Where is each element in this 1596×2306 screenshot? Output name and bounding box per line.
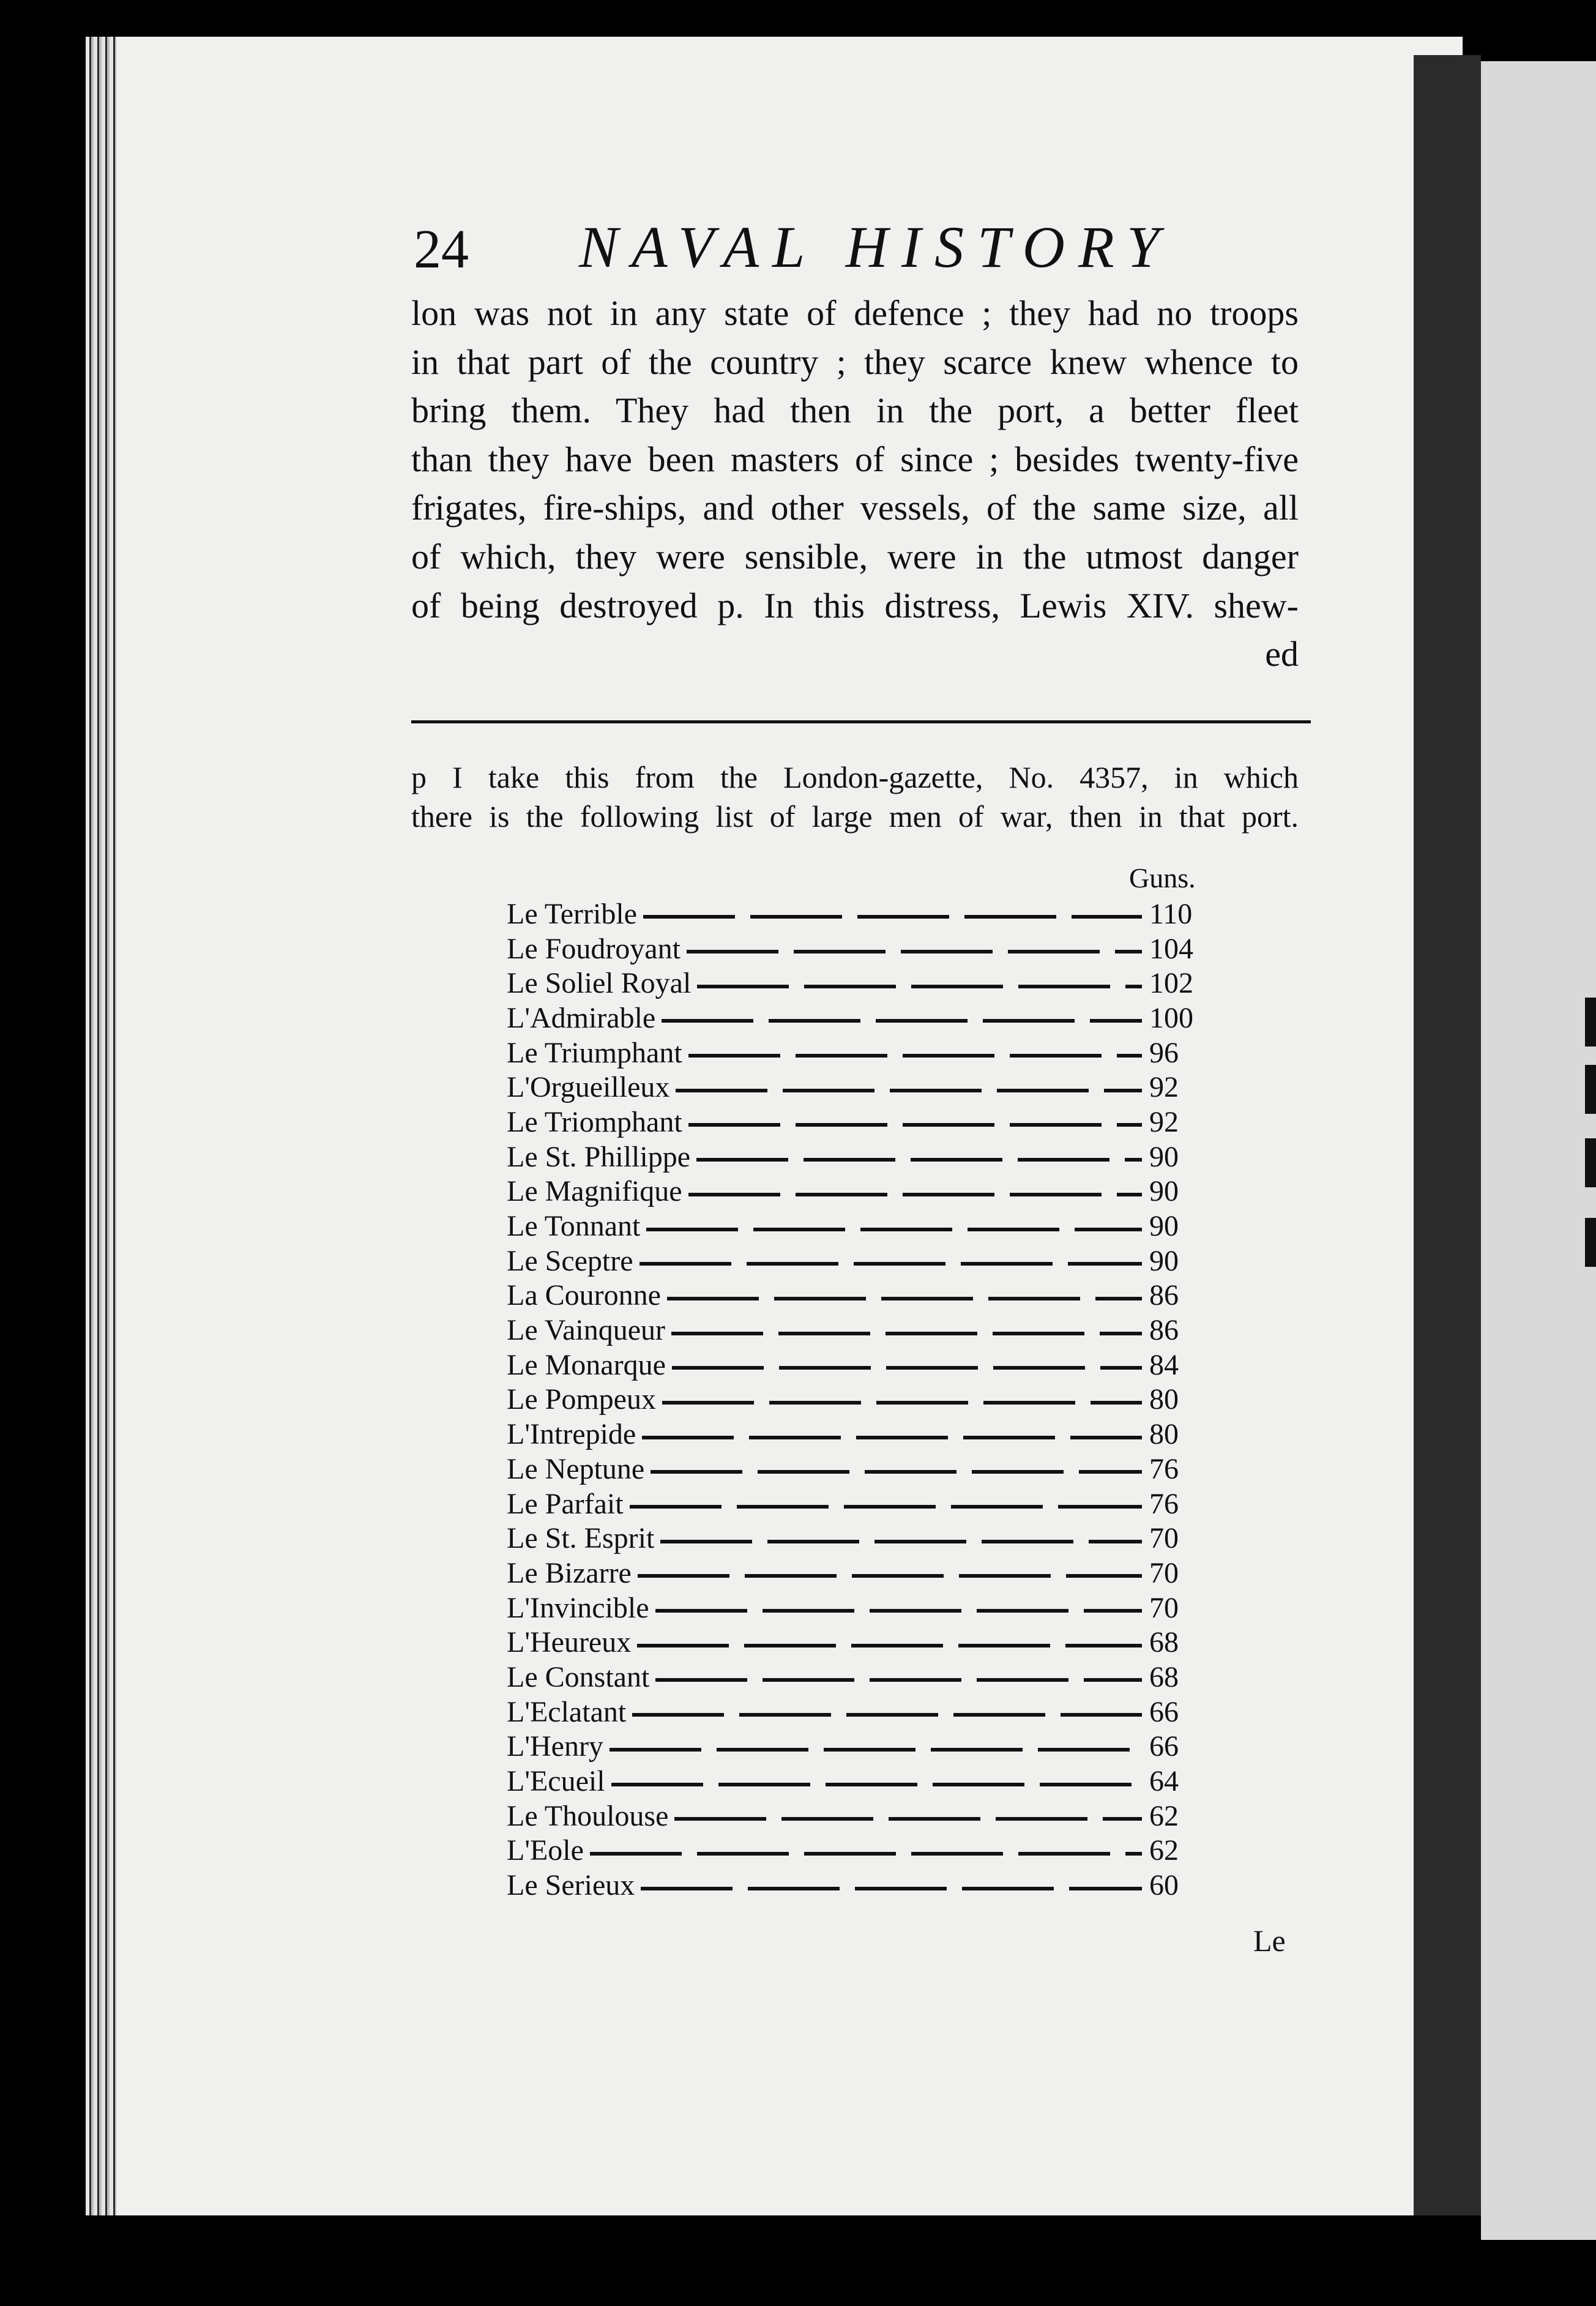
ship-row xyxy=(507,931,1210,966)
running-title: NAVAL HISTORY xyxy=(579,214,1173,280)
gun-count: 86 xyxy=(1149,1314,1179,1347)
ship-name: L'Intrepide xyxy=(507,1418,636,1451)
dot-leader xyxy=(674,1817,1142,1821)
gun-count: 90 xyxy=(1149,1244,1179,1277)
ship-row xyxy=(507,1209,1210,1244)
ship-row xyxy=(507,1487,1210,1521)
footnote xyxy=(411,758,1299,836)
gun-count: 90 xyxy=(1149,1175,1179,1208)
gun-count: 64 xyxy=(1149,1765,1179,1798)
guns-column-header: Guns. xyxy=(1129,862,1196,894)
catchword: Le xyxy=(1253,1924,1286,1958)
ship-name: Le St. Phillippe xyxy=(507,1140,690,1173)
dot-leader xyxy=(667,1297,1142,1300)
body-line: bring them. They had then in the port, a better fleet xyxy=(411,390,1299,431)
gun-count: 84 xyxy=(1149,1348,1179,1381)
ship-row xyxy=(507,1764,1210,1799)
ship-name: Le Foudroyant xyxy=(507,932,681,965)
dot-leader xyxy=(688,1193,1142,1196)
dot-leader xyxy=(640,1262,1142,1266)
ship-row xyxy=(507,1625,1210,1660)
dot-leader xyxy=(676,1089,1142,1092)
gun-count: 80 xyxy=(1149,1418,1179,1451)
gun-count: 60 xyxy=(1149,1869,1179,1902)
ship-row xyxy=(507,1695,1210,1730)
dot-leader xyxy=(671,1332,1142,1335)
ship-row xyxy=(507,1452,1210,1487)
ship-name: L'Eclatant xyxy=(507,1695,627,1728)
gun-count: 104 xyxy=(1149,932,1193,965)
body-line: of which, they were sensible, were in the utmost danger xyxy=(411,536,1299,576)
ship-name: Le Vainqueur xyxy=(507,1314,666,1347)
ship-name: Le Thoulouse xyxy=(507,1799,669,1832)
ship-name: Le Constant xyxy=(507,1660,650,1693)
gun-count: 76 xyxy=(1149,1487,1179,1520)
footnote-line: there is the following list of large men of war, then in that port. xyxy=(411,799,1299,834)
body-line: in that part of the country ; they scarce knew whence to xyxy=(411,341,1299,382)
ship-row xyxy=(507,1244,1210,1278)
dot-leader xyxy=(610,1748,1142,1752)
footnote-rule xyxy=(411,720,1311,723)
body-text xyxy=(411,289,1299,679)
gun-count: 68 xyxy=(1149,1660,1179,1693)
body-line: of being destroyed p. In this distress, Lewis XIV. shew- xyxy=(411,585,1299,625)
ship-row xyxy=(507,1140,1210,1174)
gun-count: 92 xyxy=(1149,1071,1179,1104)
ship-row xyxy=(507,1556,1210,1591)
ship-row xyxy=(507,1868,1210,1903)
ship-name: L'Invincible xyxy=(507,1591,649,1624)
dot-leader xyxy=(646,1228,1142,1231)
gun-count: 90 xyxy=(1149,1140,1179,1173)
dot-leader xyxy=(638,1574,1142,1578)
dot-leader xyxy=(632,1713,1142,1717)
ship-row xyxy=(507,1417,1210,1452)
dot-leader xyxy=(660,1540,1142,1543)
facing-page xyxy=(1481,61,1596,2240)
gun-count: 80 xyxy=(1149,1383,1179,1416)
body-line: than they have been masters of since ; besides twenty-five xyxy=(411,439,1299,479)
gun-count: 102 xyxy=(1149,967,1193,1000)
spine-shadow xyxy=(1414,55,1481,2215)
ship-name: Le Terrible xyxy=(507,897,637,930)
dot-leader xyxy=(688,1054,1142,1058)
dot-leader xyxy=(655,1609,1142,1613)
dot-leader xyxy=(655,1678,1142,1682)
ship-name: Le Parfait xyxy=(507,1487,624,1520)
ship-name: Le Triomphant xyxy=(507,1105,682,1138)
page-number: 24 xyxy=(414,219,469,280)
gun-count: 92 xyxy=(1149,1105,1179,1138)
footnote-line: p I take this from the London-gazette, No. 4357, in which xyxy=(411,760,1299,794)
ship-name: L'Heureux xyxy=(507,1626,632,1659)
body-line: ed xyxy=(1265,634,1299,674)
dot-leader xyxy=(630,1505,1142,1509)
gun-count: 96 xyxy=(1149,1036,1179,1069)
ship-row xyxy=(507,1174,1210,1209)
ship-row xyxy=(507,1799,1210,1834)
gun-count: 70 xyxy=(1149,1591,1179,1624)
ship-list xyxy=(507,897,1210,1903)
dot-leader xyxy=(672,1366,1142,1370)
ship-name: Le Serieux xyxy=(507,1869,635,1902)
ship-name: L'Ecueil xyxy=(507,1765,605,1798)
gun-count: 66 xyxy=(1149,1730,1179,1763)
ship-row xyxy=(507,1521,1210,1556)
ship-name: Le Pompeux xyxy=(507,1383,656,1416)
running-head xyxy=(414,214,1179,280)
ship-name: L'Henry xyxy=(507,1730,603,1763)
dot-leader xyxy=(662,1019,1142,1023)
ship-row xyxy=(507,966,1210,1001)
gun-count: 62 xyxy=(1149,1834,1179,1867)
gun-count: 70 xyxy=(1149,1522,1179,1555)
ship-row xyxy=(507,1730,1210,1764)
dot-leader xyxy=(696,1158,1142,1162)
dot-leader xyxy=(697,985,1142,988)
ship-row xyxy=(507,1834,1210,1868)
dot-leader xyxy=(643,915,1142,919)
body-line: lon was not in any state of defence ; they had no troops xyxy=(411,293,1299,333)
body-line: frigates, fire-ships, and other vessels, of the same size, all xyxy=(411,488,1299,528)
ship-row xyxy=(507,1105,1210,1140)
facing-page-fragment xyxy=(1585,998,1596,1047)
dot-leader xyxy=(637,1644,1142,1647)
ship-name: Le Neptune xyxy=(507,1452,645,1485)
gun-count: 90 xyxy=(1149,1210,1179,1243)
ship-name: L'Eole xyxy=(507,1834,584,1867)
ship-row xyxy=(507,1591,1210,1625)
gun-count: 70 xyxy=(1149,1556,1179,1589)
ship-row xyxy=(507,1348,1210,1382)
gun-count: 66 xyxy=(1149,1695,1179,1728)
ship-name: Le Tonnant xyxy=(507,1210,641,1243)
ship-name: Le Sceptre xyxy=(507,1244,633,1277)
facing-page-fragment xyxy=(1585,1138,1596,1187)
ship-row xyxy=(507,1313,1210,1348)
dot-leader xyxy=(611,1783,1142,1786)
facing-page-fragment xyxy=(1585,1065,1596,1114)
dot-leader xyxy=(641,1887,1142,1890)
ship-name: Le Bizarre xyxy=(507,1556,632,1589)
dot-leader xyxy=(642,1436,1142,1439)
ship-name: L'Orgueilleux xyxy=(507,1071,670,1104)
gun-count: 68 xyxy=(1149,1626,1179,1659)
ship-name: Le Soliel Royal xyxy=(507,967,692,1000)
dot-leader xyxy=(662,1401,1142,1405)
gun-count: 76 xyxy=(1149,1452,1179,1485)
gun-count: 100 xyxy=(1149,1001,1193,1034)
ship-row xyxy=(507,897,1210,931)
ship-name: Le Monarque xyxy=(507,1348,666,1381)
ship-row xyxy=(507,1070,1210,1105)
dot-leader xyxy=(687,950,1142,953)
dot-leader xyxy=(688,1123,1142,1127)
ship-name: Le Triumphant xyxy=(507,1036,682,1069)
ship-name: Le St. Esprit xyxy=(507,1522,655,1555)
dot-leader xyxy=(590,1852,1142,1856)
gun-count: 110 xyxy=(1149,897,1193,930)
ship-name: La Couronne xyxy=(507,1279,661,1312)
ship-row xyxy=(507,1001,1210,1035)
ship-row xyxy=(507,1660,1210,1695)
ship-row xyxy=(507,1382,1210,1417)
ship-name: L'Admirable xyxy=(507,1001,656,1034)
ship-name: Le Magnifique xyxy=(507,1175,682,1208)
ship-row xyxy=(507,1278,1210,1313)
dot-leader xyxy=(651,1470,1142,1474)
facing-page-fragment xyxy=(1585,1218,1596,1267)
ship-row xyxy=(507,1035,1210,1070)
gun-count: 86 xyxy=(1149,1279,1179,1312)
gun-count: 62 xyxy=(1149,1799,1179,1832)
